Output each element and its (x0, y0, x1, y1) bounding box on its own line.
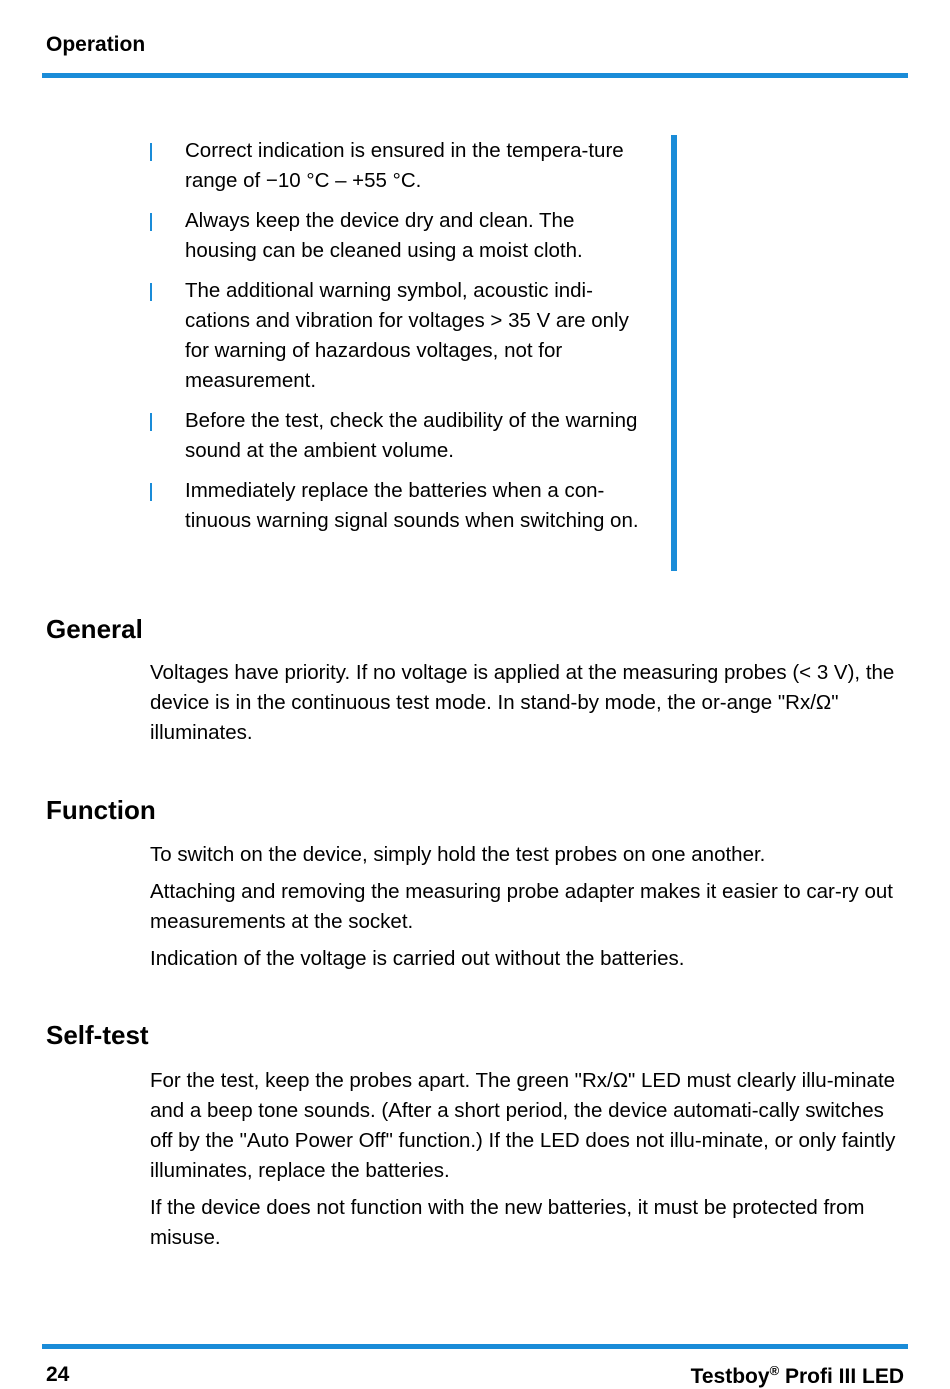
section-body-selftest (150, 1066, 902, 1260)
bullet-bar-icon (150, 283, 152, 301)
warning-list (150, 136, 650, 546)
warning-item (150, 206, 650, 266)
section-heading-selftest: Self-test (46, 1020, 149, 1050)
product-name (691, 1363, 904, 1389)
bullet-bar-icon (150, 413, 152, 431)
warning-item (150, 476, 650, 536)
bullet-bar-icon (150, 143, 152, 161)
section-body-function (150, 840, 902, 981)
warning-text: Before the test, check the audibility of the warning sound at the ambient volume. (185, 409, 638, 462)
page-number: 24 (46, 1363, 70, 1386)
product-brand: Testboy (690, 1365, 770, 1388)
bullet-bar-icon (150, 483, 152, 501)
paragraph: Indication of the voltage is carried out without the batteries. (150, 947, 685, 970)
paragraph: For the test, keep the probes apart. The green "Rx/Ω" LED must clearly illu-minate and a beep tone sounds. (After a short period, the device automati-cally switches off by the "Auto Power Off" function.) If the LED does not illu-minate, or only faintly illuminates, replace the batteries. (150, 1069, 896, 1182)
paragraph: To switch on the device, simply hold the test probes on one another. (150, 843, 766, 866)
warning-text: Immediately replace the batteries when a con-tinuous warning signal sounds when switching on. (185, 479, 639, 532)
warning-item (150, 276, 650, 396)
warning-text: Correct indication is ensured in the tempera-ture range of −10 °C – +55 °C. (185, 139, 624, 192)
warning-item (150, 406, 650, 466)
header-rule (42, 73, 908, 78)
section-body-general (150, 658, 902, 755)
section-heading-function: Function (46, 795, 156, 825)
warning-text: Always keep the device dry and clean. The housing can be cleaned using a moist cloth. (185, 209, 583, 262)
product-model: Profi III LED (779, 1365, 904, 1388)
page-header-title: Operation (46, 33, 146, 56)
footer-rule (42, 1344, 908, 1349)
paragraph: If the device does not function with the new batteries, it must be protected from misuse. (150, 1196, 865, 1249)
section-heading-general: General (46, 614, 143, 644)
warning-item (150, 136, 650, 196)
registered-mark: ® (769, 1363, 780, 1378)
warning-side-bar (671, 135, 677, 571)
bullet-bar-icon (150, 213, 152, 231)
paragraph: Voltages have priority. If no voltage is applied at the measuring probes (< 3 V), the device is in the continuous test mode. In stand-by mode, the or-ange "Rx/Ω" illuminates. (150, 661, 895, 744)
paragraph: Attaching and removing the measuring probe adapter makes it easier to car-ry out measurements at the socket. (150, 880, 893, 933)
warning-text: The additional warning symbol, acoustic indi-cations and vibration for voltages > 35 V are only for warning of hazardous voltages, not for measurement. (185, 279, 629, 392)
